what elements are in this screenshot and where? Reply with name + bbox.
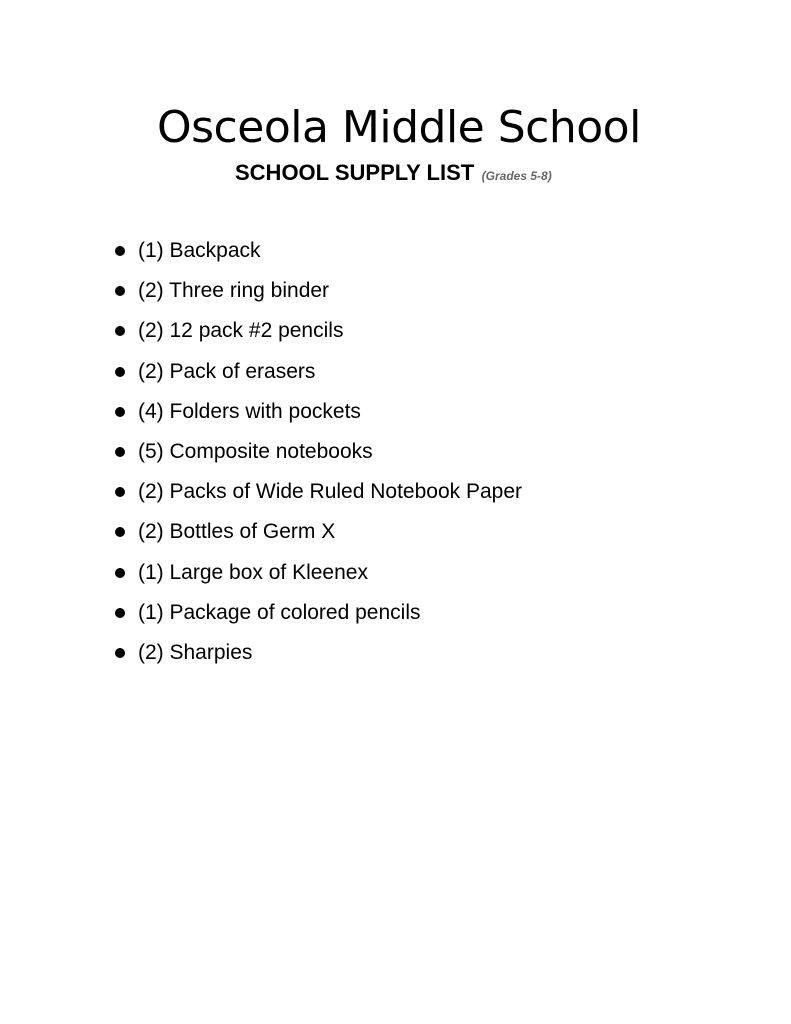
list-item [115, 271, 522, 311]
list-item [115, 432, 522, 472]
supply-item-text: (2) Bottles of Germ X [138, 520, 336, 544]
list-item [115, 472, 522, 512]
supply-list [115, 231, 522, 673]
bullet-icon [115, 367, 125, 377]
list-item [115, 553, 522, 593]
bullet-icon [115, 568, 125, 578]
school-name-title: Osceola Middle School [157, 102, 641, 153]
bullet-icon [115, 487, 125, 497]
supply-item-text: (4) Folders with pockets [138, 399, 361, 423]
bullet-icon [115, 648, 125, 658]
grades-label: (Grades 5-8) [481, 169, 552, 183]
supply-item-text: (1) Large box of Kleenex [138, 560, 368, 584]
supply-item-text: (2) Pack of erasers [138, 359, 316, 383]
bullet-icon [115, 527, 125, 537]
supply-item-text: (1) Package of colored pencils [138, 600, 421, 624]
supply-item-text: (2) Packs of Wide Ruled Notebook Paper [138, 480, 523, 504]
supply-item-text: (2) Three ring binder [138, 279, 330, 303]
supply-list-subtitle [235, 159, 552, 190]
bullet-icon [115, 407, 125, 417]
list-item [115, 231, 522, 271]
supply-item-text: (2) 12 pack #2 pencils [138, 319, 344, 343]
bullet-icon [115, 286, 125, 296]
list-item [115, 633, 522, 673]
bullet-icon [115, 608, 125, 618]
supply-item-text: (1) Backpack [138, 239, 261, 263]
list-item [115, 392, 522, 432]
list-title: SCHOOL SUPPLY LIST [235, 160, 475, 185]
bullet-icon [115, 246, 125, 256]
list-item [115, 352, 522, 392]
bullet-icon [115, 326, 125, 336]
supply-item-text: (5) Composite notebooks [138, 440, 373, 464]
list-item [115, 311, 522, 351]
bullet-icon [115, 447, 125, 457]
list-item [115, 593, 522, 633]
supply-item-text: (2) Sharpies [138, 640, 253, 664]
list-item [115, 512, 522, 552]
